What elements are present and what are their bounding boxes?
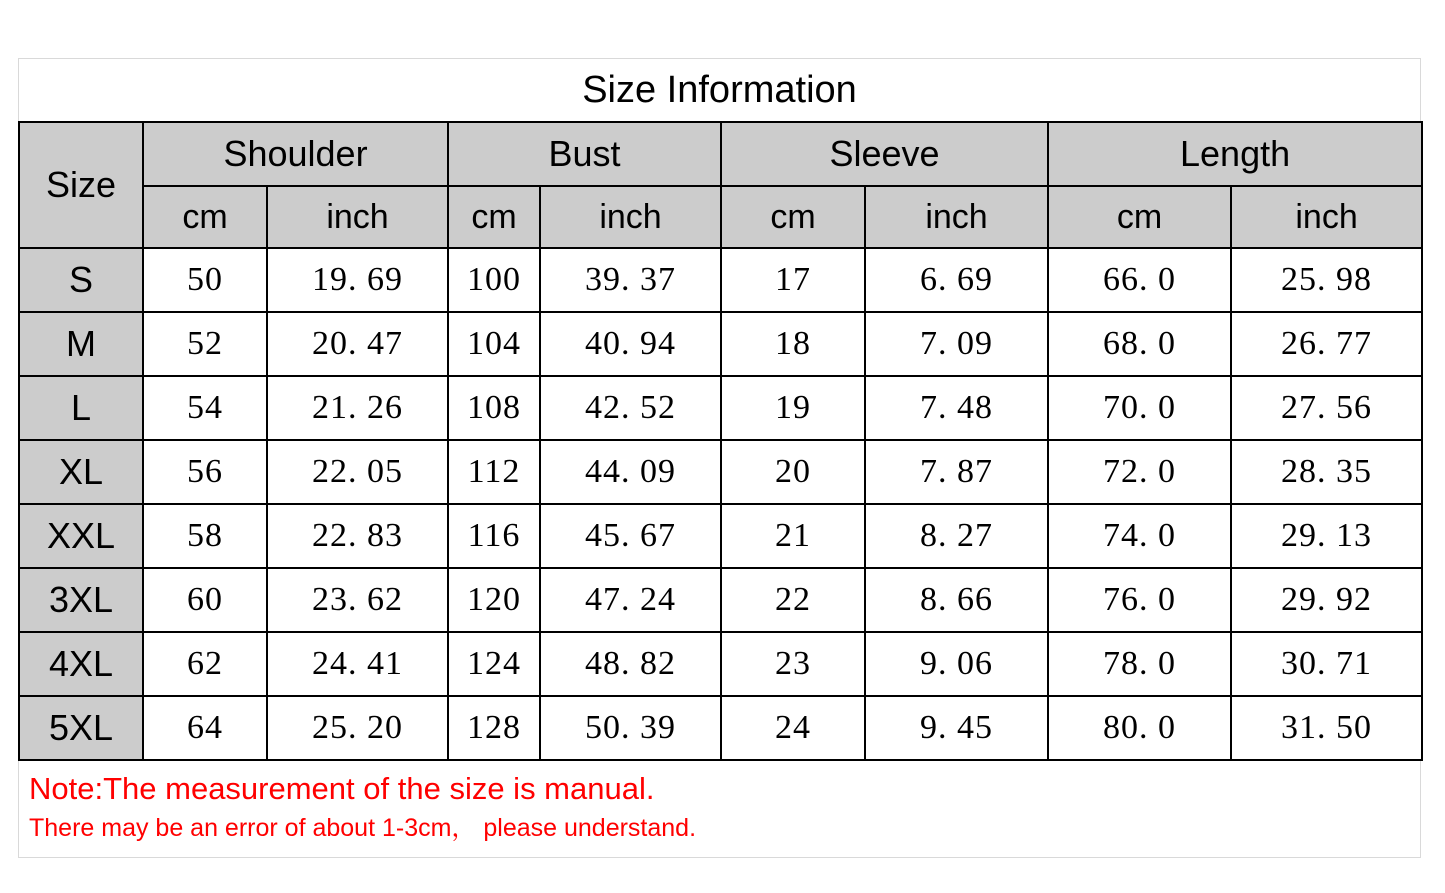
table-row [19,568,1422,632]
cell-size: L [19,376,143,440]
cell-length-cm: 74. 0 [1048,504,1231,568]
cell-length-cm: 76. 0 [1048,568,1231,632]
cell-bust-inch: 45. 67 [540,504,721,568]
size-information-table [18,121,1423,761]
cell-bust-cm: 116 [448,504,540,568]
cell-size: S [19,248,143,312]
cell-length-cm: 80. 0 [1048,696,1231,760]
cell-size: M [19,312,143,376]
table-row [19,376,1422,440]
cell-shoulder-inch: 20. 47 [267,312,448,376]
cell-length-cm: 68. 0 [1048,312,1231,376]
cell-shoulder-inch: 25. 20 [267,696,448,760]
cell-sleeve-inch: 9. 45 [865,696,1048,760]
cell-bust-cm: 124 [448,632,540,696]
table-row [19,632,1422,696]
header-shoulder-inch: inch [267,186,448,248]
cell-sleeve-inch: 8. 27 [865,504,1048,568]
cell-bust-cm: 108 [448,376,540,440]
cell-shoulder-inch: 23. 62 [267,568,448,632]
cell-bust-inch: 47. 24 [540,568,721,632]
cell-sleeve-inch: 7. 87 [865,440,1048,504]
cell-shoulder-cm: 54 [143,376,267,440]
note-section [18,761,1421,858]
cell-shoulder-inch: 21. 26 [267,376,448,440]
cell-shoulder-inch: 22. 05 [267,440,448,504]
cell-bust-cm: 112 [448,440,540,504]
header-sleeve-inch: inch [865,186,1048,248]
table-row [19,440,1422,504]
cell-sleeve-cm: 21 [721,504,865,568]
cell-shoulder-inch: 24. 41 [267,632,448,696]
cell-sleeve-inch: 8. 66 [865,568,1048,632]
cell-bust-inch: 42. 52 [540,376,721,440]
cell-sleeve-inch: 9. 06 [865,632,1048,696]
cell-size: XXL [19,504,143,568]
cell-sleeve-inch: 7. 09 [865,312,1048,376]
cell-shoulder-inch: 22. 83 [267,504,448,568]
cell-shoulder-cm: 52 [143,312,267,376]
cell-shoulder-cm: 60 [143,568,267,632]
table-row [19,504,1422,568]
header-sleeve-cm: cm [721,186,865,248]
cell-bust-inch: 50. 39 [540,696,721,760]
header-bust-cm: cm [448,186,540,248]
cell-sleeve-cm: 22 [721,568,865,632]
header-group-sleeve: Sleeve [721,122,1048,186]
cell-sleeve-cm: 24 [721,696,865,760]
cell-length-inch: 26. 77 [1231,312,1422,376]
cell-sleeve-cm: 20 [721,440,865,504]
table-row [19,312,1422,376]
table-unit-header-row [19,186,1422,248]
cell-length-cm: 66. 0 [1048,248,1231,312]
cell-length-cm: 70. 0 [1048,376,1231,440]
cell-sleeve-cm: 23 [721,632,865,696]
header-length-cm: cm [1048,186,1231,248]
cell-length-inch: 25. 98 [1231,248,1422,312]
table-title-row [18,58,1421,121]
header-size: Size [19,122,143,248]
cell-shoulder-cm: 50 [143,248,267,312]
header-group-length: Length [1048,122,1422,186]
header-length-inch: inch [1231,186,1422,248]
cell-bust-cm: 100 [448,248,540,312]
page-title: Size Information [582,68,857,111]
cell-bust-cm: 104 [448,312,540,376]
size-chart-sheet [18,58,1421,858]
note-primary: Note:The measurement of the size is manual. [29,771,655,806]
cell-size: XL [19,440,143,504]
table-row [19,248,1422,312]
cell-sleeve-cm: 17 [721,248,865,312]
cell-bust-cm: 128 [448,696,540,760]
header-group-bust: Bust [448,122,721,186]
cell-length-inch: 29. 13 [1231,504,1422,568]
cell-size: 3XL [19,568,143,632]
cell-shoulder-inch: 19. 69 [267,248,448,312]
cell-size: 5XL [19,696,143,760]
table-group-header-row [19,122,1422,186]
cell-length-inch: 28. 35 [1231,440,1422,504]
cell-bust-inch: 39. 37 [540,248,721,312]
cell-length-cm: 78. 0 [1048,632,1231,696]
cell-length-cm: 72. 0 [1048,440,1231,504]
cell-shoulder-cm: 58 [143,504,267,568]
cell-length-inch: 27. 56 [1231,376,1422,440]
cell-length-inch: 30. 71 [1231,632,1422,696]
cell-shoulder-cm: 56 [143,440,267,504]
header-shoulder-cm: cm [143,186,267,248]
table-row [19,696,1422,760]
cell-sleeve-cm: 19 [721,376,865,440]
cell-bust-cm: 120 [448,568,540,632]
header-bust-inch: inch [540,186,721,248]
cell-length-inch: 29. 92 [1231,568,1422,632]
cell-sleeve-inch: 7. 48 [865,376,1048,440]
cell-sleeve-cm: 18 [721,312,865,376]
cell-bust-inch: 40. 94 [540,312,721,376]
cell-shoulder-cm: 62 [143,632,267,696]
cell-sleeve-inch: 6. 69 [865,248,1048,312]
cell-size: 4XL [19,632,143,696]
cell-bust-inch: 48. 82 [540,632,721,696]
header-group-shoulder: Shoulder [143,122,448,186]
cell-shoulder-cm: 64 [143,696,267,760]
note-secondary: There may be an error of about 1-3cm， please understand. [29,814,697,842]
cell-length-inch: 31. 50 [1231,696,1422,760]
cell-bust-inch: 44. 09 [540,440,721,504]
